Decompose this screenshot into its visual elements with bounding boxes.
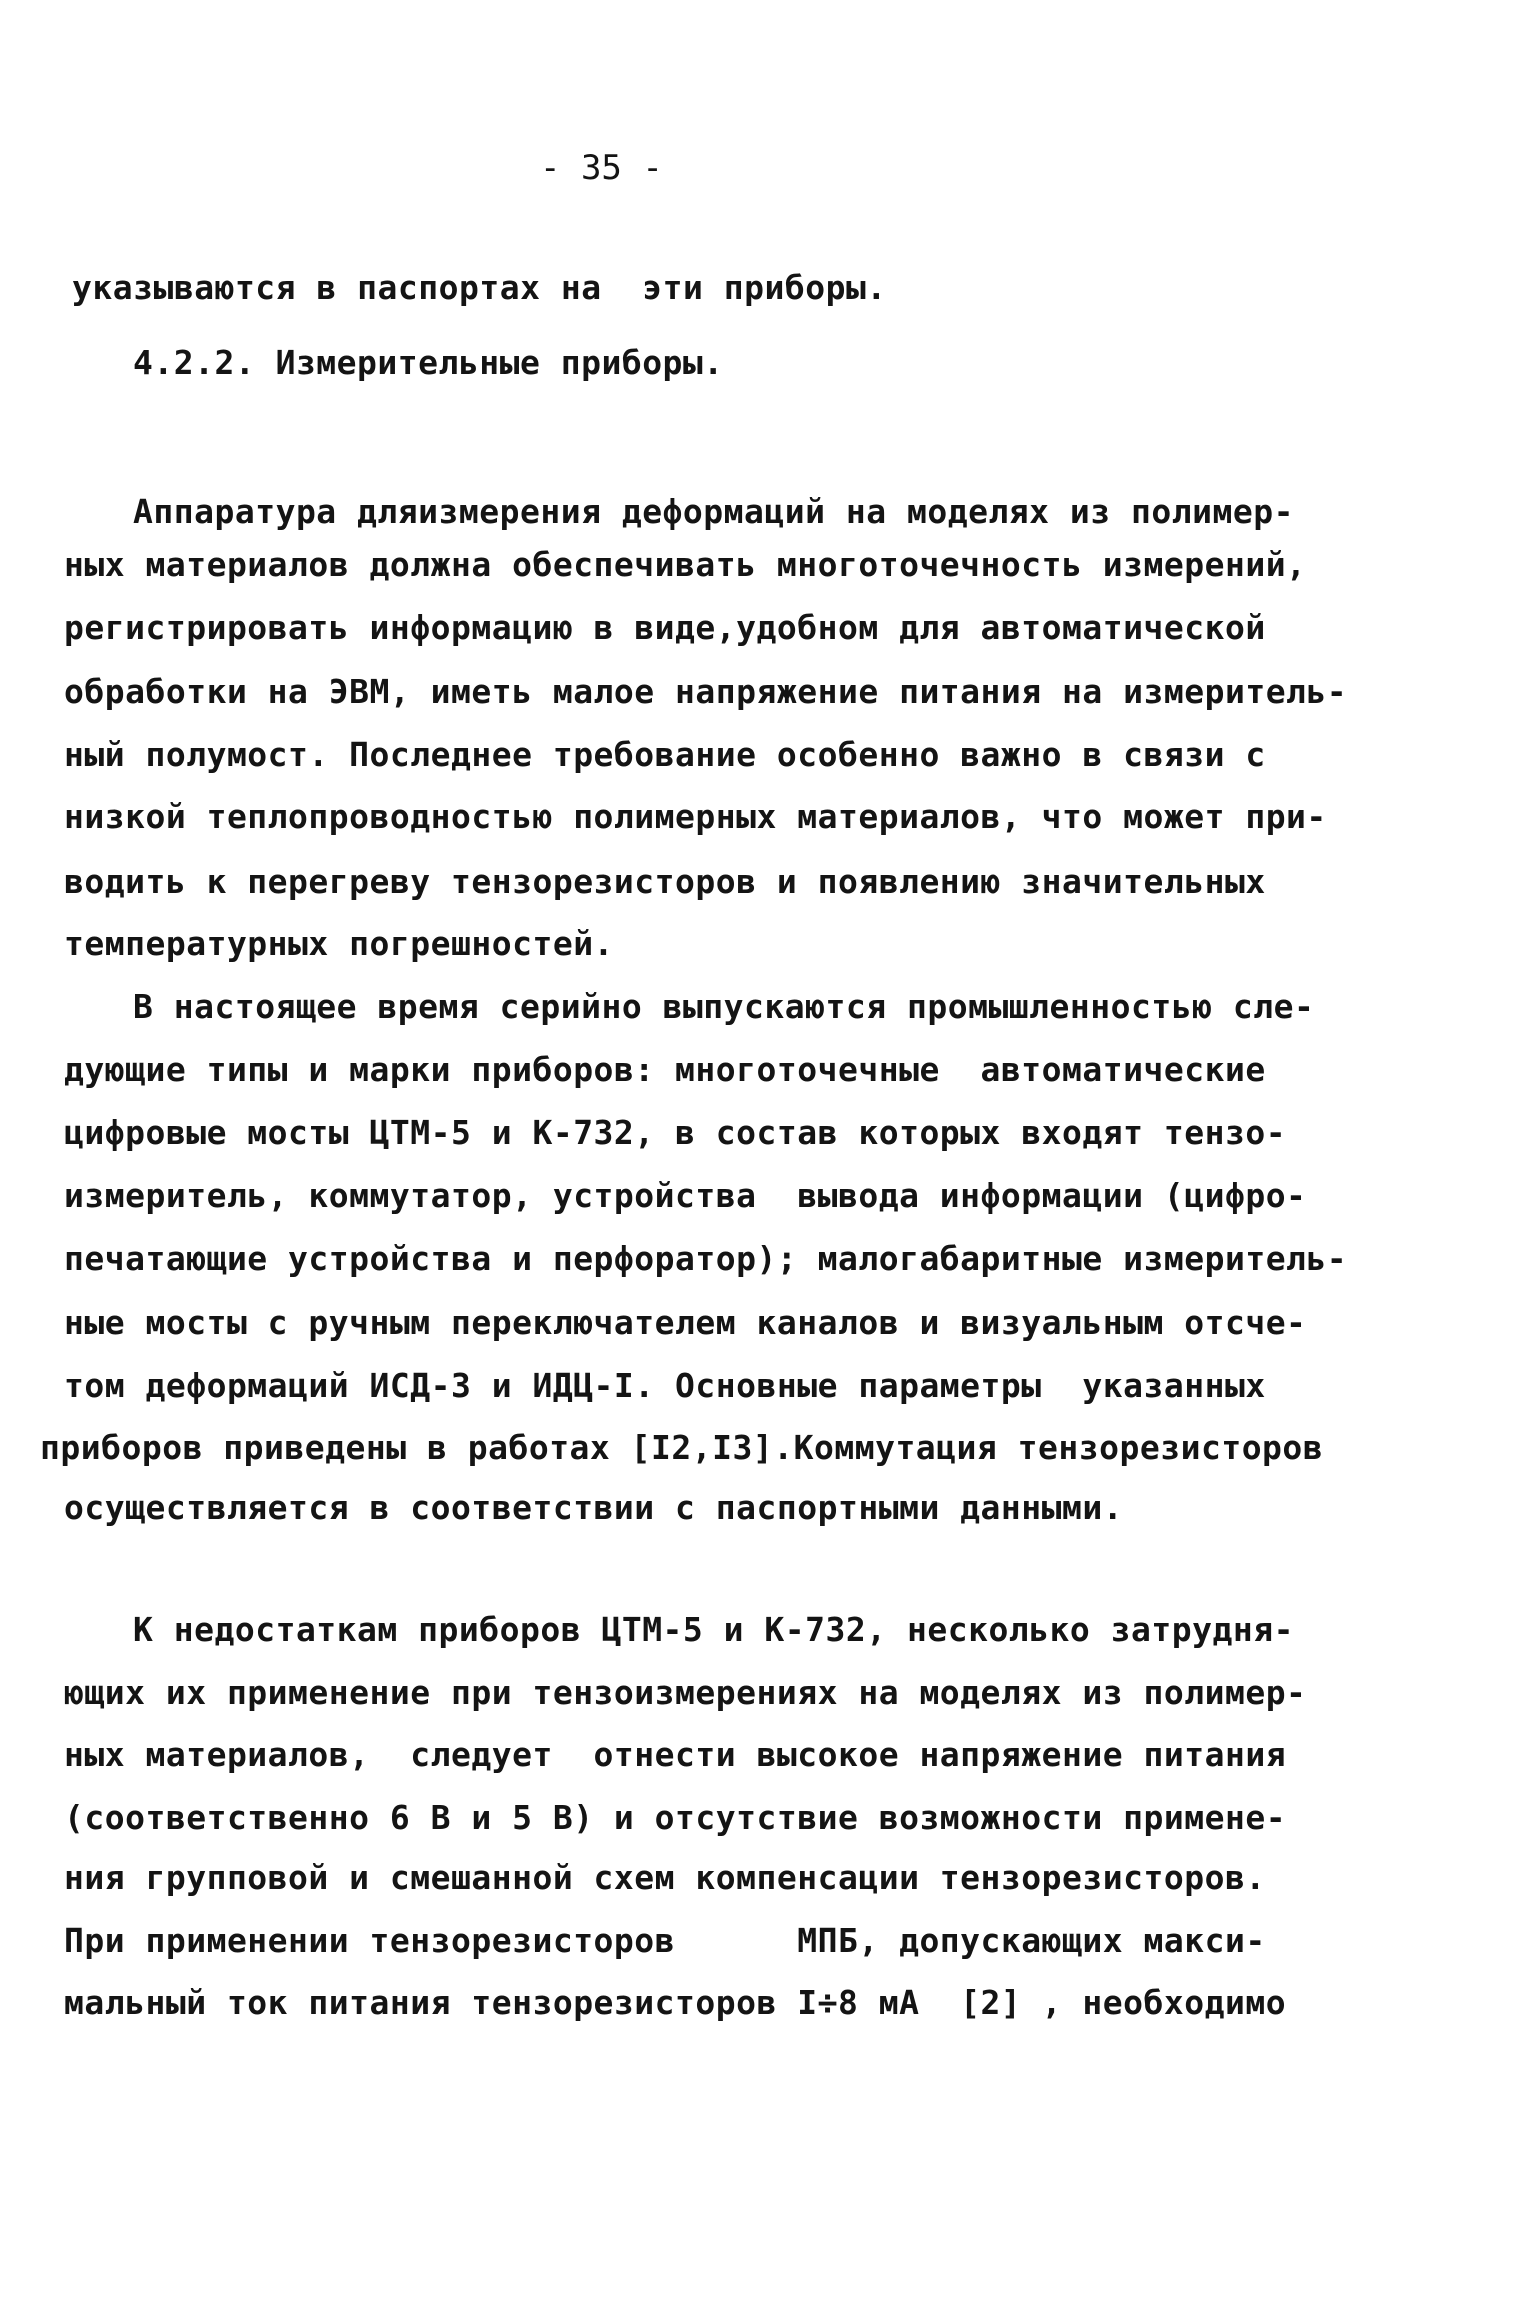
text-line: регистрировать информацию в виде,удобном для автоматической [64, 608, 1266, 647]
text-line: ные мосты с ручным переключателем каналов и визуальным отсче- [64, 1303, 1307, 1342]
text-line: печатающие устройства и перфоратор); малогабаритные измеритель- [64, 1239, 1348, 1278]
text-line: указываются в паспортах на эти приборы. [72, 268, 887, 307]
text-line: цифровые мосты ЦТМ-5 и К-732, в состав которых входят тензо- [64, 1113, 1287, 1152]
text-line: К недостаткам приборов ЦТМ-5 и К-732, несколько затрудня- [133, 1610, 1294, 1649]
text-line: дующие типы и марки приборов: многоточечные автоматические [64, 1050, 1266, 1089]
section-heading: 4.2.2. Измерительные приборы. [133, 343, 724, 382]
text-line: ющих их применение при тензоизмерениях на моделях из полимер- [64, 1673, 1307, 1712]
page-number: - 35 - [540, 148, 663, 188]
text-line: мальный ток питания тензорезисторов I÷8 мА [2] , необходимо [64, 1983, 1287, 2022]
text-line: водить к перегреву тензорезисторов и появлению значительных [64, 862, 1266, 901]
text-line: ный полумост. Последнее требование особенно важно в связи с [64, 735, 1266, 774]
text-line: температурных погрешностей. [64, 924, 614, 963]
text-line: При применении тензорезисторов МПБ, допускающих макси- [64, 1921, 1266, 1960]
text-line: измеритель, коммутатор, устройства вывода информации (цифро- [64, 1176, 1307, 1215]
text-line: Аппаратура дляизмерения деформаций на моделях из полимер- [133, 492, 1294, 531]
text-line: (соответственно 6 В и 5 В) и отсутствие возможности примене- [64, 1798, 1287, 1837]
text-line: приборов приведены в работах [I2,I3].Коммутация тензорезисторов [40, 1428, 1324, 1467]
text-line: обработки на ЭВМ, иметь малое напряжение питания на измеритель- [64, 672, 1348, 711]
text-line: низкой теплопроводностью полимерных материалов, что может при- [64, 797, 1327, 836]
text-line: том деформаций ИСД-3 и ИДЦ-I. Основные параметры указанных [64, 1366, 1266, 1405]
text-line: ных материалов, следует отнести высокое напряжение питания [64, 1735, 1287, 1774]
text-line: ных материалов должна обеспечивать многоточечность измерений, [64, 545, 1307, 584]
text-line: ния групповой и смешанной схем компенсации тензорезисторов. [64, 1858, 1266, 1897]
text-line: В настоящее время серийно выпускаются промышленностью сле- [133, 987, 1315, 1026]
text-line: осуществляется в соответствии с паспортными данными. [64, 1488, 1124, 1527]
